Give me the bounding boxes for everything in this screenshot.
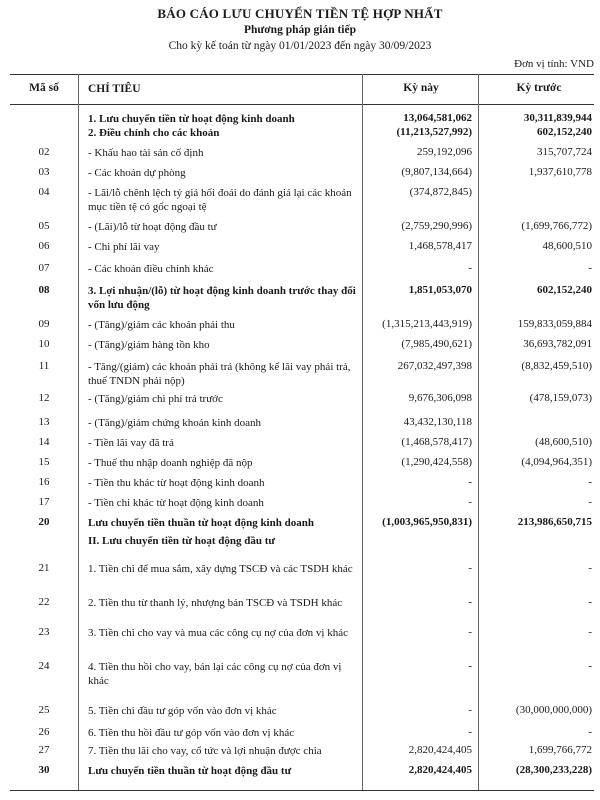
row-previous-value: - [588, 262, 592, 274]
row-code: 04 [38, 186, 50, 198]
row-previous-value: (28,300,233,228) [515, 764, 592, 776]
row-code: 07 [38, 262, 50, 274]
row-current-value: - [468, 476, 472, 488]
column-divider-code [78, 74, 79, 790]
row-code: 02 [38, 146, 50, 158]
row-code: 11 [38, 360, 50, 372]
row-code: 17 [38, 496, 50, 508]
row-code: 12 [38, 392, 50, 404]
row-current-value: (1,315,213,443,919) [382, 318, 472, 330]
row-code: 06 [38, 240, 50, 252]
row-code: 25 [38, 704, 50, 716]
row-description: 1. Lưu chuyển tiền từ hoạt động kinh doanh [88, 113, 295, 125]
row-description: - (Tăng)/giảm chứng khoán kinh doanh [88, 417, 262, 429]
row-code: 27 [38, 744, 50, 756]
row-previous-value: 159,833,059,884 [517, 318, 592, 330]
row-description: - (Lãi)/lỗ từ hoạt động đầu tư [88, 221, 217, 233]
row-code: 24 [38, 660, 50, 672]
currency-unit: Đơn vị tính: VND [514, 58, 594, 70]
row-description: - Lãi/lỗ chênh lệch tỷ giá hối đoái do đánh giá lại các khoản mục tiền tệ có gốc ngoại tệ [88, 187, 352, 213]
row-description: - Tiền chi khác từ hoạt động kinh doanh [88, 497, 264, 509]
row-previous-value: - [588, 596, 592, 608]
row-current-value: - [468, 626, 472, 638]
header-previous: Kỳ trước [516, 82, 562, 94]
row-current-value: (11,213,527,992) [396, 126, 472, 138]
header-top-rule [10, 74, 594, 75]
row-code: 30 [38, 764, 50, 776]
row-code: 05 [38, 220, 50, 232]
row-current-value: 9,676,306,098 [408, 392, 472, 404]
row-current-value: 1,851,053,070 [408, 284, 472, 296]
row-description: - (Tăng)/giảm các khoản phải thu [88, 319, 235, 331]
row-code: 14 [38, 436, 50, 448]
row-description: - Các khoản dự phòng [88, 167, 186, 179]
row-previous-value: 48,600,510 [542, 240, 592, 252]
row-description: 3. Lợi nhuận/(lỗ) từ hoạt động kinh doanh trước thay đổi vốn lưu động [88, 285, 356, 311]
row-code: 13 [38, 416, 50, 428]
row-current-value: (1,468,578,417) [401, 436, 472, 448]
row-previous-value: (8,832,459,510) [521, 360, 592, 372]
row-current-value: - [468, 704, 472, 716]
row-description: Lưu chuyển tiền thuần từ hoạt động đầu tư [88, 765, 292, 777]
row-code: 22 [38, 596, 50, 608]
row-previous-value: - [588, 660, 592, 672]
row-previous-value: (1,699,766,772) [521, 220, 592, 232]
row-code: 20 [38, 516, 50, 528]
row-description: - Thuế thu nhập doanh nghiệp đã nộp [88, 457, 253, 469]
row-description: 4. Tiền thu hồi cho vay, bán lại các công cụ nợ của đơn vị khác [88, 661, 342, 687]
header-current: Kỳ này [403, 82, 439, 94]
report-method: Phương pháp gián tiếp [243, 24, 356, 36]
row-current-value: 267,032,497,398 [397, 360, 472, 372]
row-code: 23 [38, 626, 50, 638]
row-current-value: - [468, 496, 472, 508]
row-code: 15 [38, 456, 50, 468]
report-period: Cho kỳ kế toán từ ngày 01/01/2023 đến ngày 30/09/2023 [168, 40, 432, 52]
column-divider-previous [478, 74, 479, 790]
row-previous-value: - [588, 626, 592, 638]
row-current-value: - [468, 660, 472, 672]
row-code: 10 [38, 338, 50, 350]
row-description: - Tiền thu khác từ hoạt động kinh doanh [88, 477, 265, 489]
row-description: 3. Tiền chi cho vay và mua các công cụ nợ của đơn vị khác [88, 627, 348, 639]
report-title: BÁO CÁO LƯU CHUYỂN TIỀN TỆ HỢP NHẤT [157, 6, 443, 21]
row-current-value: (2,759,290,996) [401, 220, 472, 232]
row-previous-value: (478,159,073) [529, 392, 592, 404]
row-previous-value: 213,986,650,715 [517, 516, 592, 528]
row-description: 2. Điều chỉnh cho các khoản [88, 127, 220, 139]
row-current-value: 259,192,096 [417, 146, 472, 158]
row-code: 03 [38, 166, 50, 178]
row-description: 1. Tiền chi để mua sắm, xây dựng TSCĐ và các TSDH khác [88, 563, 353, 575]
row-previous-value: - [588, 562, 592, 574]
row-description: - (Tăng)/giảm chi phí trả trước [88, 393, 223, 405]
row-code: 08 [38, 284, 50, 296]
header-item: CHỈ TIÊU [88, 83, 141, 95]
row-current-value: - [468, 596, 472, 608]
row-previous-value: 602,152,240 [537, 284, 592, 296]
row-previous-value: 1,699,766,772 [528, 744, 592, 756]
row-current-value: 13,064,581,062 [403, 112, 472, 124]
row-code: 21 [38, 562, 50, 574]
row-code: 16 [38, 476, 50, 488]
row-description: II. Lưu chuyển tiền từ hoạt động đầu tư [88, 535, 275, 547]
row-code: 09 [38, 318, 50, 330]
row-current-value: 43,432,130,118 [403, 416, 472, 428]
row-previous-value: (48,600,510) [535, 436, 592, 448]
row-description: 2. Tiền thu từ thanh lý, nhượng bán TSCĐ và TSDH khác [88, 597, 343, 609]
row-current-value: - [468, 726, 472, 738]
row-previous-value: 602,152,240 [537, 126, 592, 138]
row-previous-value: - [588, 476, 592, 488]
row-previous-value: (4,094,964,351) [521, 456, 592, 468]
row-description: 7. Tiền thu lãi cho vay, cổ tức và lợi nhuận được chia [88, 745, 322, 757]
header-code: Mã số [29, 82, 59, 94]
row-current-value: 2,820,424,405 [408, 744, 472, 756]
row-previous-value: - [588, 496, 592, 508]
table-bottom-rule [10, 790, 594, 791]
row-current-value: (374,872,845) [409, 186, 472, 198]
row-code: 26 [38, 726, 50, 738]
row-description: - Khấu hao tài sản cố định [88, 147, 204, 159]
row-description: - Tiền lãi vay đã trả [88, 437, 174, 449]
row-previous-value: 1,937,610,778 [528, 166, 592, 178]
row-description: Lưu chuyển tiền thuần từ hoạt động kinh doanh [88, 517, 314, 529]
header-bottom-rule [10, 104, 594, 105]
row-description: 5. Tiền chi đầu tư góp vốn vào đơn vị khác [88, 705, 277, 717]
row-current-value: (7,985,490,621) [401, 338, 472, 350]
row-description: 6. Tiền thu hồi đầu tư góp vốn vào đơn vị khác [88, 727, 295, 739]
row-description: - Chi phí lãi vay [88, 241, 160, 253]
row-previous-value: - [588, 726, 592, 738]
row-current-value: 1,468,578,417 [408, 240, 472, 252]
row-description: - Các khoản điều chỉnh khác [88, 263, 214, 275]
row-previous-value: 315,707,724 [537, 146, 592, 158]
row-current-value: (1,290,424,558) [401, 456, 472, 468]
row-previous-value: (30,000,000,000) [515, 704, 592, 716]
row-previous-value: 30,311,839,944 [523, 112, 592, 124]
row-description: - Tăng/(giảm) các khoản phải trả (không kể lãi vay phải trả, thuế TNDN phải nộp) [88, 361, 351, 387]
row-previous-value: 36,693,782,091 [523, 338, 592, 350]
row-current-value: (9,807,134,664) [401, 166, 472, 178]
row-description: - (Tăng)/giảm hàng tồn kho [88, 339, 210, 351]
row-current-value: 2,820,424,405 [408, 764, 472, 776]
row-current-value: - [468, 262, 472, 274]
row-current-value: (1,003,965,950,831) [382, 516, 472, 528]
row-current-value: - [468, 562, 472, 574]
